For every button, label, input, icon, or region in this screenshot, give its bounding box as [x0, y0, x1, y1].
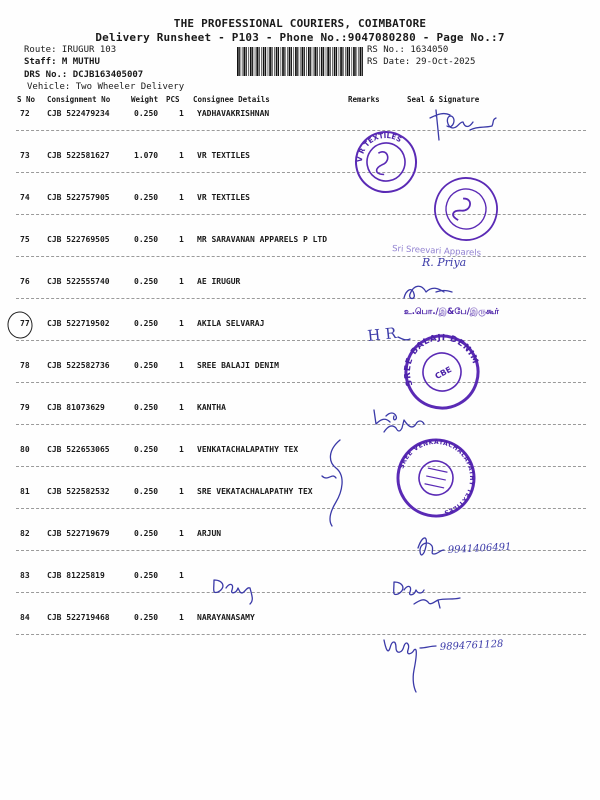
venkatachalapathy-stamp-text: SREE VENKATACHALAPATHY TEXTILES [398, 438, 476, 517]
row-weight-cell: 0.250 [134, 277, 159, 286]
row-weight-cell: 0.250 [134, 193, 159, 202]
row-consignment-cell: CJB 522719679 [47, 529, 110, 538]
row-sno-cell: 83 [20, 571, 30, 580]
row-sno-cell: 82 [20, 529, 30, 538]
row-consignee-cell: MR SARAVANAN APPARELS P LTD [197, 235, 328, 244]
row-sno-cell: 79 [20, 403, 30, 412]
company-title: THE PROFESSIONAL COURIERS, COIMBATORE [173, 17, 427, 30]
row-weight-cell: 0.250 [134, 403, 159, 412]
row-sno-cell: 76 [20, 277, 30, 286]
row-pcs-cell: 1 [179, 109, 184, 118]
barcode-bar [261, 47, 262, 76]
barcode-bar [342, 47, 343, 76]
barcode-bar [246, 47, 247, 76]
barcode-bar [332, 47, 333, 76]
row-pcs-cell: 1 [179, 403, 184, 412]
row-pcs-cell: 1 [179, 151, 184, 160]
col-header-pcs: PCS [166, 95, 180, 104]
col-header-consignment: Consignment No [47, 95, 111, 104]
row-separator [16, 130, 586, 131]
row-separator [16, 298, 586, 299]
barcode-bar [353, 47, 355, 76]
row-weight-cell: 0.250 [134, 319, 159, 328]
row-pcs-cell: 1 [179, 319, 184, 328]
barcode-bar [256, 47, 258, 76]
row-separator [16, 256, 586, 257]
col-header-weight: Weight [131, 95, 159, 104]
row-pcs-cell: 1 [179, 445, 184, 454]
vr-textiles-stamp-2 [427, 170, 505, 248]
barcode-bar [259, 47, 260, 76]
row-separator [16, 382, 586, 383]
row-consignee-cell: ARJUN [197, 529, 222, 538]
row-pcs-cell: 1 [179, 571, 184, 580]
row-consignment-cell: CJB 522582532 [47, 487, 110, 496]
barcode-bar [347, 47, 349, 76]
barcode-bar [323, 47, 324, 76]
rs-date: RS Date: 29-Oct-2025 [367, 57, 476, 67]
vr-textiles-stamp [351, 127, 421, 197]
barcode-bar [362, 47, 363, 76]
venkatachalapathy-stamp [390, 432, 482, 524]
row-consignee-cell: KANTHA [197, 403, 226, 412]
barcode-bar [352, 47, 353, 76]
row-pcs-cell: 1 [179, 277, 184, 286]
barcode-bar [250, 47, 252, 76]
barcode-bar [358, 47, 359, 76]
row-separator [16, 634, 586, 635]
row-80-bracket [322, 440, 342, 526]
barcode-bar [336, 47, 337, 76]
row-weight-cell: 0.250 [134, 613, 159, 622]
row-consignment-cell: CJB 522719468 [47, 613, 110, 622]
signature-row-72 [430, 110, 496, 140]
row-separator [16, 592, 586, 593]
vehicle-label: Vehicle: Two Wheeler Delivery [27, 82, 185, 92]
row-consignee-cell: VENKATACHALAPATHY TEX [197, 445, 299, 454]
barcode-bar [302, 47, 304, 76]
row-sno-cell: 74 [20, 193, 30, 202]
signature-row-82 [418, 538, 444, 555]
barcode-bar [242, 47, 243, 76]
staff-label: Staff: M MUTHU [24, 57, 100, 67]
row-consignment-cell: CJB 522555740 [47, 277, 110, 286]
barcode-bar [278, 47, 279, 76]
row-pcs-cell: 1 [179, 193, 184, 202]
barcode-bar [252, 47, 253, 76]
barcode-bar [271, 47, 272, 76]
balaji-stamp-city: CBE [433, 364, 454, 382]
barcode-bar [248, 47, 249, 76]
row-consignee-cell: AKILA SELVARAJ [197, 319, 265, 328]
row-pcs-cell: 1 [179, 613, 184, 622]
row-separator [16, 550, 586, 551]
row-consignment-cell: CJB 522719502 [47, 319, 110, 328]
signature-r-priya: R. Priya [422, 256, 467, 269]
row-separator [16, 340, 586, 341]
barcode-bar [297, 47, 298, 76]
row-weight-cell: 0.250 [134, 529, 159, 538]
barcode-bar [355, 47, 356, 76]
row-sno-cell: 75 [20, 235, 30, 244]
phone-row-82: 9941406491 [447, 541, 512, 556]
barcode-bar [269, 47, 271, 76]
barcode-bar [313, 47, 314, 76]
barcode-bar [308, 47, 310, 76]
row-separator [16, 508, 586, 509]
row-consignee-cell: NARAYANASAMY [197, 613, 255, 622]
row-consignee-cell: AE IRUGUR [197, 277, 241, 286]
sree-balaji-denim-stamp [389, 319, 493, 422]
barcode-bar [265, 47, 266, 76]
row-sno-cell: 73 [20, 151, 30, 160]
route-label: Route: IRUGUR 103 [24, 45, 117, 55]
signature-hr: H R [366, 324, 398, 345]
barcode-bar [295, 47, 297, 76]
row-weight-cell: 0.250 [134, 361, 159, 370]
phone-row-84: 9894761128 [439, 638, 504, 653]
barcode-bar [263, 47, 265, 76]
row-sno-cell: 72 [20, 109, 30, 118]
row-sno-cell: 84 [20, 613, 30, 622]
barcode-bar [340, 47, 342, 76]
signature-row-79 [374, 410, 424, 432]
barcode-bar [345, 47, 346, 76]
row-pcs-cell: 1 [179, 487, 184, 496]
signature-row-83-right [394, 582, 460, 608]
barcode-bar [239, 47, 240, 76]
barcode-bar [334, 47, 336, 76]
barcode-bar [281, 47, 282, 76]
row-consignment-cell: CJB 81073629 [47, 403, 105, 412]
barcode-bar [330, 47, 331, 76]
row-consignment-cell: CJB 81225819 [47, 571, 105, 580]
row-weight-cell: 1.070 [134, 151, 159, 160]
row-weight-cell: 0.250 [134, 571, 159, 580]
row-separator [16, 214, 586, 215]
vr-textiles-stamp-text: V R TEXTILES [355, 131, 403, 163]
row-separator [16, 466, 586, 467]
sree-balaji-denim-stamp-text: SREE BALAJI DENIM [402, 332, 481, 388]
barcode-bar [284, 47, 285, 76]
irugur-office-stamp: உ.பொ./இ&பே/இருகூர் [404, 307, 499, 317]
barcode-bar [319, 47, 320, 76]
barcode-bar [274, 47, 275, 76]
row-weight-cell: 0.250 [134, 235, 159, 244]
row-weight-cell: 0.250 [134, 109, 159, 118]
row-consignee-cell: VR TEXTILES [197, 193, 250, 202]
barcode-bar [326, 47, 327, 76]
row-sno-cell: 81 [20, 487, 30, 496]
barcode-bar [349, 47, 350, 76]
row-separator [16, 424, 586, 425]
signature-row-84 [384, 640, 436, 692]
barcode-bar [293, 47, 294, 76]
barcode-image [236, 47, 364, 76]
row-weight-cell: 0.250 [134, 487, 159, 496]
barcode-bar [291, 47, 292, 76]
barcode-bar [304, 47, 305, 76]
row-consignee-cell: VR TEXTILES [197, 151, 250, 160]
barcode-bar [300, 47, 301, 76]
sreevari-apparels-stamp: Sri Sreevari Apparels [391, 244, 482, 259]
row-consignment-cell: CJB 522582736 [47, 361, 110, 370]
barcode-bar [317, 47, 318, 76]
row-consignee-cell: SREE BALAJI DENIM [197, 361, 279, 370]
barcode-bar [282, 47, 284, 76]
row-sno-cell: 80 [20, 445, 30, 454]
barcode-bar [360, 47, 362, 76]
barcode-bar [306, 47, 307, 76]
row-pcs-cell: 1 [179, 529, 184, 538]
barcode-bar [237, 47, 239, 76]
row-sno-cell: 78 [20, 361, 30, 370]
row-consignment-cell: CJB 522769505 [47, 235, 110, 244]
row-pcs-cell: 1 [179, 235, 184, 244]
row-separator [16, 172, 586, 173]
barcode-bar [310, 47, 311, 76]
col-header-consignee: Consignee Details [193, 95, 270, 104]
row-consignee-cell: YADHAVAKRISHNAN [197, 109, 270, 118]
col-header-remarks: Remarks [348, 95, 380, 104]
rs-number: RS No.: 1634050 [367, 45, 449, 55]
row-pcs-cell: 1 [179, 361, 184, 370]
row-consignment-cell: CJB 522757905 [47, 193, 110, 202]
barcode-bar [268, 47, 269, 76]
barcode-bar [287, 47, 288, 76]
barcode-bar [339, 47, 340, 76]
col-header-sno: S No [17, 95, 36, 104]
runsheet-subtitle: Delivery Runsheet - P103 - Phone No.:9047080280 - Page No.:7 [95, 31, 505, 44]
row-consignment-cell: CJB 522581627 [47, 151, 110, 160]
barcode-bar [321, 47, 323, 76]
row-weight-cell: 0.250 [134, 445, 159, 454]
row-consignment-cell: CJB 522479234 [47, 109, 110, 118]
row-sno-cell: 77 [20, 319, 30, 328]
barcode-bar [243, 47, 245, 76]
row-consignment-cell: CJB 522653065 [47, 445, 110, 454]
row-consignee-cell: SRE VEKATACHALAPATHY TEX [197, 487, 313, 496]
signature-row-76 [404, 286, 452, 298]
barcode-bar [327, 47, 329, 76]
col-header-signature: Seal & Signature [407, 95, 480, 104]
barcode-bar [276, 47, 278, 76]
barcode-bar [314, 47, 316, 76]
barcode-bar [289, 47, 291, 76]
drs-number: DRS No.: DCJB163405007 [24, 70, 144, 80]
barcode-bar [255, 47, 256, 76]
